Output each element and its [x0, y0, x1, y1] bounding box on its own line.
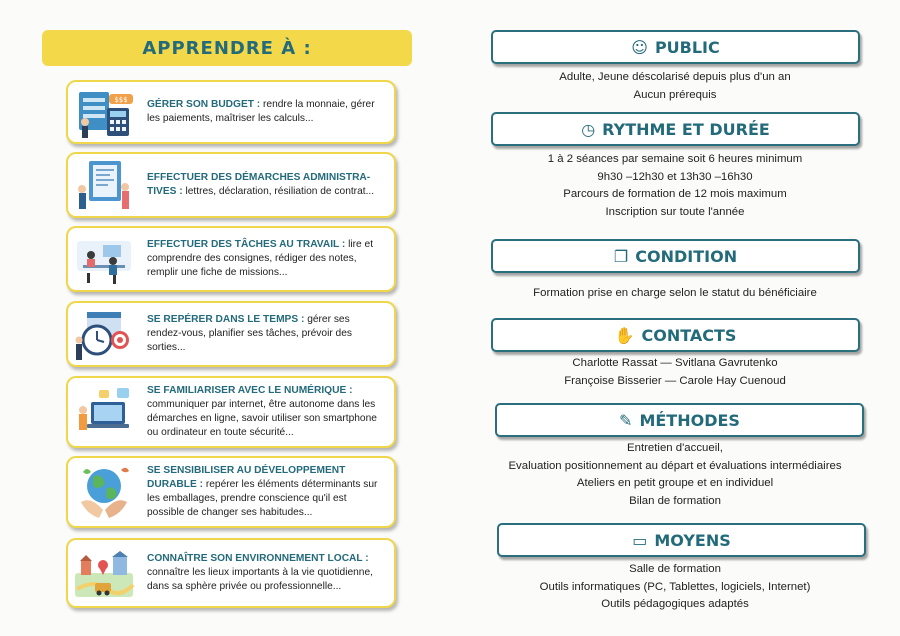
section-contacts-body	[465, 355, 885, 390]
section-contacts	[491, 318, 860, 352]
earth-hands-illustration	[73, 462, 135, 522]
body-line: Bilan de formation	[629, 494, 721, 507]
section-title: CONDITION	[635, 246, 738, 266]
hand-icon: ✋	[614, 325, 635, 345]
card-text: gérer ses rendez-vous, planifier ses tâches, prévoir des sorties...	[147, 314, 352, 353]
card-temps	[66, 301, 396, 367]
body-line: Aucun prérequis	[633, 88, 717, 101]
section-methodes	[495, 403, 864, 437]
card-numerique	[66, 376, 396, 448]
card-durable	[66, 456, 396, 528]
section-moyens-body	[465, 561, 885, 614]
digital-illustration	[73, 382, 135, 442]
card-travail	[66, 226, 396, 292]
body-line: Inscription sur toute l'année	[605, 205, 745, 218]
svg-text:$$$: $$$	[114, 96, 128, 104]
body-line: Françoise Bisserier — Carole Hay Cuenoud	[564, 374, 786, 387]
card-heading: SE FAMILIARISER AVEC LE NUMÉRIQUE :	[147, 385, 353, 396]
document-icon: ❐	[613, 246, 629, 266]
card-text: communiquer par internet, être autonome dans les démarches en ligne, savoir utiliser son smartphone ou ordinateur en toute sécurité...	[147, 399, 377, 438]
card-heading: SE SENSIBILISER AU DÉVELOPPEMENT DURABLE :	[147, 465, 346, 490]
budget-illustration	[73, 82, 135, 142]
body-line: Ateliers en petit groupe et en individuel	[576, 477, 774, 489]
section-title: MÉTHODES	[639, 410, 740, 430]
workplace-illustration	[73, 229, 135, 289]
section-title: CONTACTS	[641, 325, 737, 345]
apprendre-title: APPRENDRE À :	[42, 30, 412, 66]
computer-icon: ▭	[632, 530, 648, 550]
body-line: 9h30 –12h30 et 13h30 –16h30	[597, 170, 753, 183]
smiley-icon: ☺	[631, 37, 648, 57]
card-budget	[66, 80, 396, 144]
section-moyens	[497, 523, 866, 557]
card-environnement	[66, 538, 396, 608]
body-line: Adulte, Jeune déscolarisé depuis plus d'un an	[559, 71, 791, 83]
section-rythme-body	[465, 151, 885, 221]
card-heading: SE REPÉRER DANS LE TEMPS :	[147, 314, 305, 325]
card-heading: GÉRER SON BUDGET :	[147, 99, 261, 110]
section-methodes-body	[465, 440, 885, 510]
section-public-body	[465, 69, 885, 104]
body-line: Parcours de formation de 12 mois maximum	[563, 188, 787, 200]
card-text: lettres, déclaration, résiliation de contrat...	[182, 186, 375, 197]
body-line: Salle de formation	[629, 563, 721, 575]
body-line: Charlotte Rassat — Svitlana Gavrutenko	[572, 357, 778, 369]
body-line: Entretien d'accueil,	[627, 442, 723, 454]
card-text: lire et comprendre des consignes, rédiger des notes, remplir une fiche de missions...	[147, 239, 374, 278]
body-line: Evaluation positionnement au départ et évaluations intermédiaires	[508, 459, 842, 472]
body-line: 1 à 2 séances par semaine soit 6 heures minimum	[547, 153, 803, 165]
section-title: MOYENS	[654, 530, 731, 550]
card-text: rendre la monnaie, gérer les paiements, maîtriser les calculs...	[147, 99, 375, 124]
card-demarches	[66, 152, 396, 218]
section-public	[491, 30, 860, 64]
section-condition-body	[465, 285, 885, 303]
card-heading: CONNAÎTRE SON ENVIRONNEMENT LOCAL :	[147, 553, 369, 564]
local-map-illustration	[73, 543, 135, 603]
section-title: RYTHME ET DURÉE	[602, 119, 770, 139]
body-line: Formation prise en charge selon le statut du bénéficiaire	[533, 287, 817, 299]
documents-illustration	[73, 155, 135, 215]
section-rythme	[491, 112, 860, 146]
section-title: PUBLIC	[654, 37, 720, 57]
body-line: Outils pédagogiques adaptés	[601, 598, 749, 610]
card-heading: EFFECTUER DES DÉMARCHES ADMINISTRA-TIVES :	[147, 172, 371, 197]
card-text: repérer les éléments déterminants sur les emballages, prendre conscience qu'il est possible de changer ses habitudes...	[147, 479, 378, 518]
calendar-clock-illustration	[73, 304, 135, 364]
body-line: Outils informatiques (PC, Tablettes, logiciels, Internet)	[539, 580, 811, 593]
clock-icon: ◷	[581, 119, 596, 139]
section-condition	[491, 239, 860, 273]
pencil-icon: ✎	[619, 410, 633, 430]
card-text: connaître les lieux importants à la vie quotidienne, dans sa sphère privée ou professionnelle...	[147, 567, 373, 592]
card-heading: EFFECTUER DES TÂCHES AU TRAVAIL :	[147, 239, 346, 250]
